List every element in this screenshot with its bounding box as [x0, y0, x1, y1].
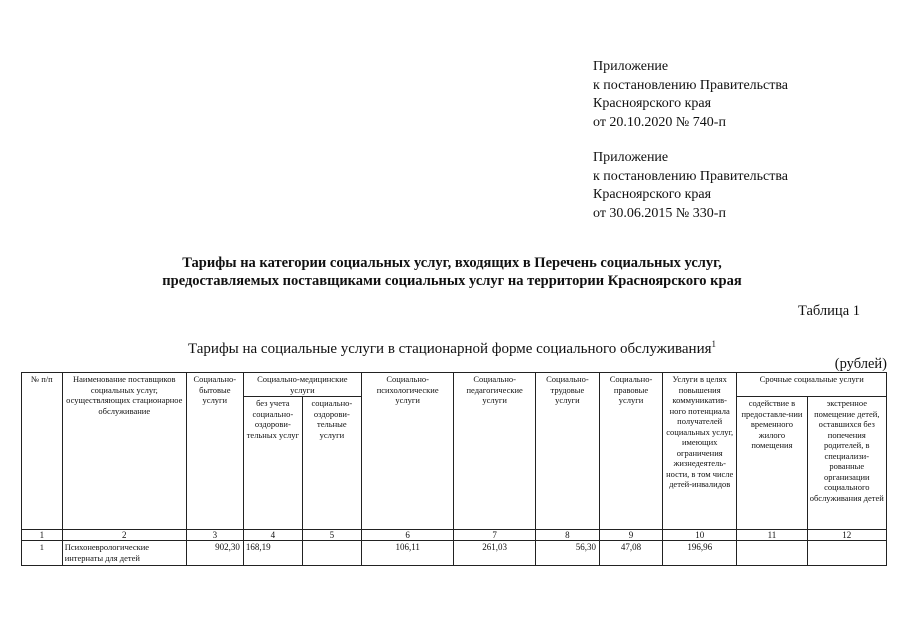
header-medical-recovery: социально-оздорови-тельные услуги	[302, 397, 361, 530]
header-legal: Социально-правовые услуги	[599, 373, 662, 530]
appendix-line: от 20.10.2020 № 740-п	[593, 114, 726, 130]
document-title	[0, 254, 904, 290]
appendix-line: к постановлению Правительства	[593, 168, 789, 184]
column-number: 3	[186, 530, 243, 541]
column-number: 11	[737, 530, 807, 541]
header-num: № п/п	[22, 373, 63, 530]
header-communicative: Услуги в целях повышения коммуникатив-ного потенциала получателей социальных услуг, имеющих ограничения жизнедеятель-ности, в том числе детей-инвалидов	[663, 373, 737, 530]
column-number: 6	[361, 530, 454, 541]
header-medical-group: Социально-медицинские услуги	[243, 373, 361, 397]
column-number: 4	[243, 530, 302, 541]
header-medical-no-recovery: без учета социально-оздорови-тельных услуг	[243, 397, 302, 530]
column-number: 1	[22, 530, 63, 541]
appendix-line: Красноярского края	[593, 187, 712, 202]
header-row	[22, 373, 887, 397]
column-number: 12	[807, 530, 886, 541]
appendix-line: Приложение	[593, 150, 669, 165]
appendix-line: Красноярского края	[593, 96, 712, 111]
unit-label: (рублей)	[834, 356, 887, 372]
header-urgent-group: Срочные социальные услуги	[737, 373, 887, 397]
row-pedagogical: 261,03	[454, 541, 535, 566]
appendix-line: от 30.06.2015 № 330-п	[593, 205, 726, 221]
table-caption	[0, 339, 904, 358]
tariff-table	[21, 372, 887, 566]
row-urgent-children	[807, 541, 886, 566]
row-urgent-housing	[737, 541, 807, 566]
table-label: Таблица 1	[797, 303, 860, 319]
document-title-line: Тарифы на категории социальных услуг, входящих в Перечень социальных услуг,	[182, 255, 722, 271]
row-num: 1	[22, 541, 63, 566]
row-medical-no-recovery: 168,19	[243, 541, 302, 566]
document-title-line: предоставляемых поставщиками социальных услуг на территории Красноярского края	[162, 273, 742, 289]
column-number-row	[22, 530, 887, 541]
appendix-line: к постановлению Правительства	[593, 77, 789, 93]
row-labor: 56,30	[535, 541, 599, 566]
table-row	[22, 541, 887, 566]
row-medical-recovery	[302, 541, 361, 566]
header-psychological: Социально-психологические услуги	[361, 373, 454, 530]
column-number: 7	[454, 530, 535, 541]
header-urgent-housing: содействие в предоставле-нии временного жилого помещения	[737, 397, 807, 530]
row-communicative: 196,96	[663, 541, 737, 566]
header-labor: Социально-трудовые услуги	[535, 373, 599, 530]
header-provider: Наименование поставщиков социальных услуг, осуществляющих стационарное обслуживание	[62, 373, 186, 530]
row-provider: Психоневрологические интернаты для детей	[62, 541, 186, 566]
table-caption-text: Тарифы на социальные услуги в стационарной форме социального обслуживания	[187, 341, 712, 357]
row-psychological: 106,11	[361, 541, 454, 566]
column-number: 9	[599, 530, 662, 541]
appendix-block-current	[593, 58, 788, 132]
column-number: 8	[535, 530, 599, 541]
appendix-block-original	[593, 149, 788, 223]
header-household: Социально-бытовые услуги	[186, 373, 243, 530]
column-number: 5	[302, 530, 361, 541]
column-number: 2	[62, 530, 186, 541]
column-number: 10	[663, 530, 737, 541]
appendix-line: Приложение	[593, 59, 669, 74]
header-pedagogical: Социально-педагогические услуги	[454, 373, 535, 530]
row-legal: 47,08	[599, 541, 662, 566]
footnote-marker: 1	[711, 339, 717, 349]
header-urgent-children: экстренное помещение детей, оставшихся без попечения родителей, в специализи-рованные организации социального обслуживания детей	[807, 397, 886, 530]
row-household: 902,30	[186, 541, 243, 566]
